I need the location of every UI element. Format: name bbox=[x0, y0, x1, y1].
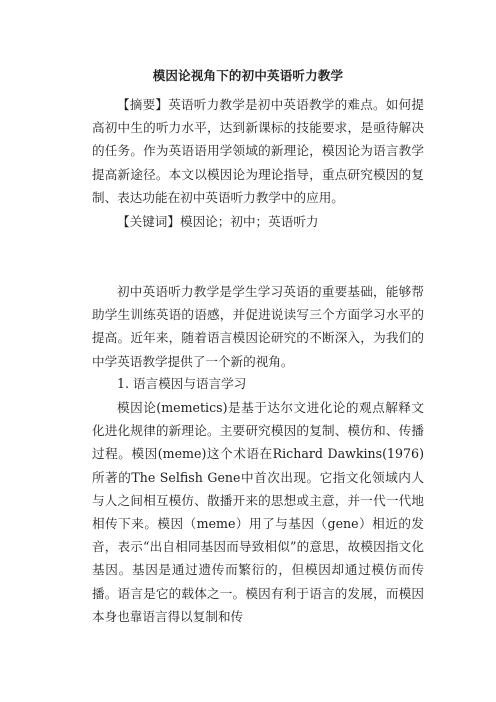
abstract-paragraph: 【摘要】英语听力教学是初中英语教学的难点。如何提高初中生的听力水平，达到新课标的技能要求，是亟待解决的任务。作为英语语用学领域的新理论，模因论为语言教学提高新途径。本文以模因论为理论指导，重点研究模因的复制、表达功能在初中英语听力教学中的应用。 bbox=[92, 97, 424, 205]
section-heading: 1. 语言模因与语言学习 bbox=[117, 376, 247, 391]
keywords-paragraph: 【关键词】模因论；初中；英语听力 bbox=[117, 214, 319, 229]
intro-paragraph: 初中英语听力教学是学生学习英语的重要基础，能够帮助学生训练英语的语感，并促进说读写三个方面学习水平的提高。近年来，随着语言模因论研究的不断深入，为我们的中学英语教学提供了一个新的视角。 bbox=[92, 284, 424, 369]
section-body-paragraph: 模因论(memetics)是基于达尔文进化论的观点解释文化进化规律的新理论。主要研究模因的复制、模仿和、传播过程。模因(meme)这个术语在Richard Dawkins(1976)所著的The Selfish Gene中首次出现。它指文化领域内人与人之间相互模仿、散播开来的思想或主意，并一代一代地相传下来。模因（meme）用了与基因（gene）相近的发音，表示“出自相同基因而导致相似”的意思，故模因指文化基因。基因是通过遗传而繁衍的，但模因却通过模仿而传播。语言是它的载体之一。模因有利于语言的发展，而模因本身也靠语言得以复制和传 bbox=[92, 400, 424, 624]
document-title: 模因论视角下的初中英语听力教学 bbox=[152, 68, 344, 83]
